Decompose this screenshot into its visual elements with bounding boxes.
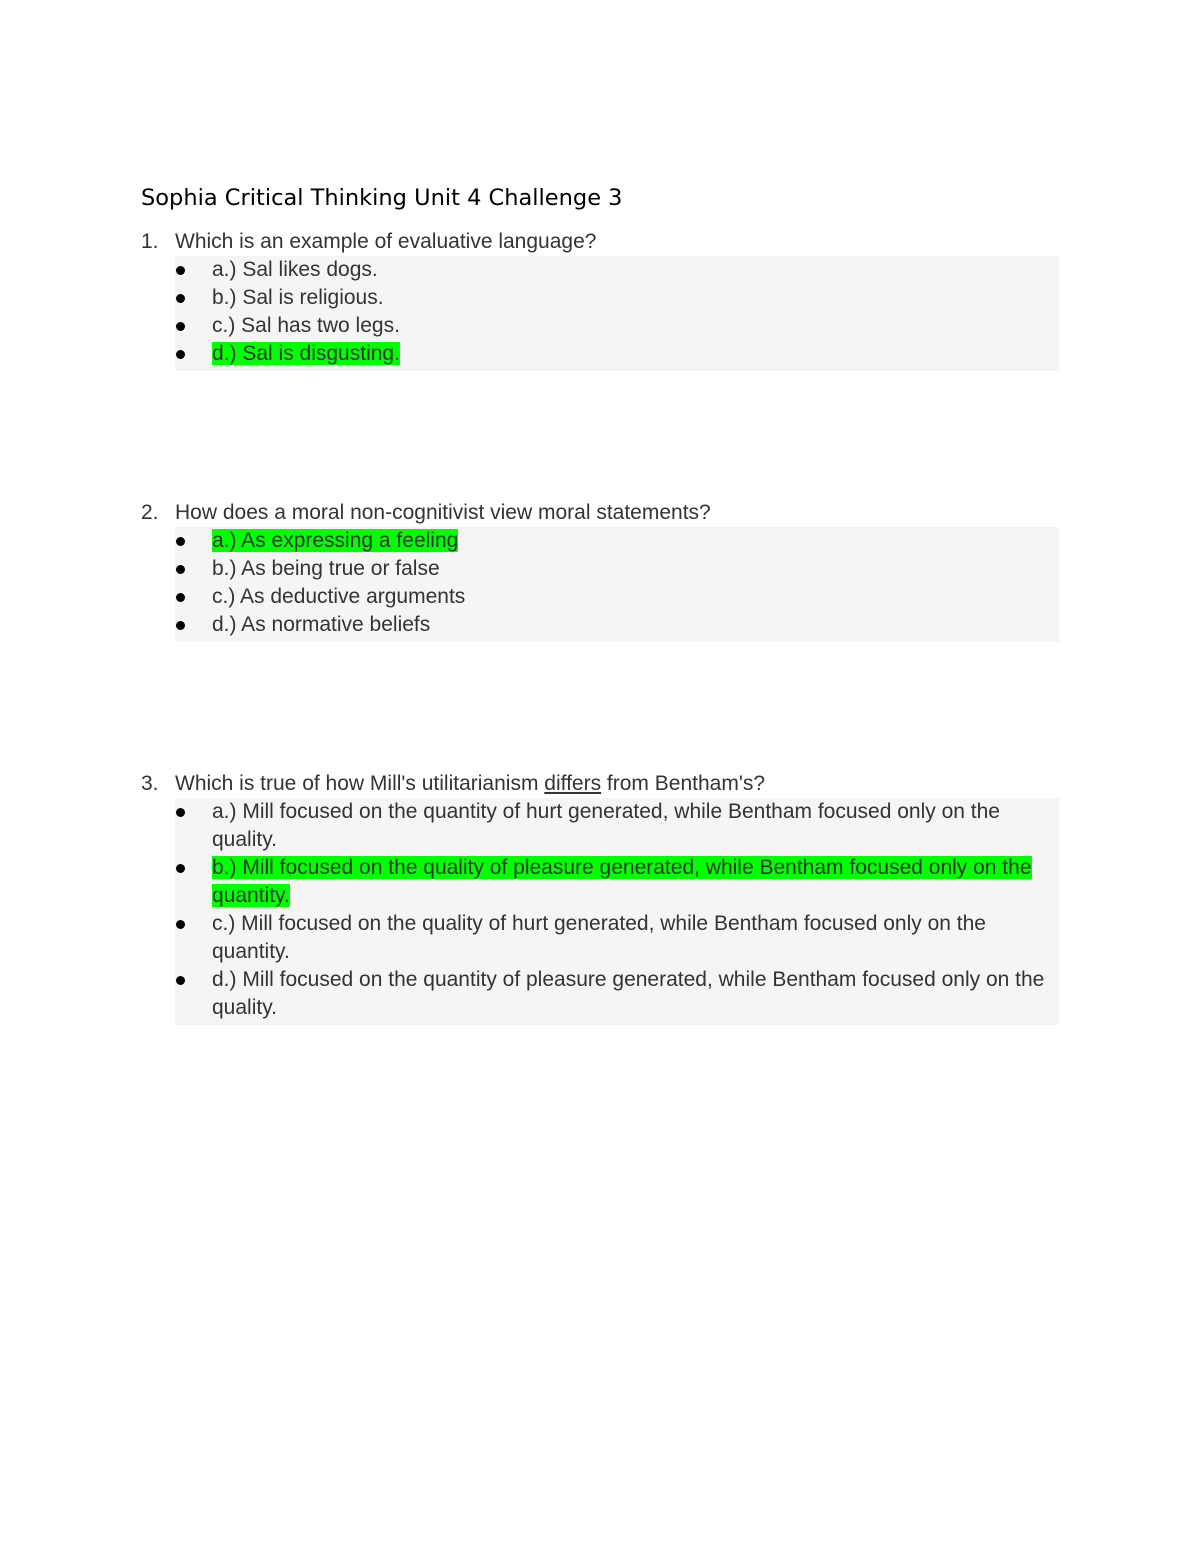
answer-option-text: a.) Mill focused on the quantity of hurt generated, while Bentham focused only on the quality. (212, 800, 1000, 851)
answer-option-d (175, 966, 1059, 1022)
bullet-icon (176, 565, 185, 574)
correct-answer-highlight: d.) Sal is disgusting. (212, 342, 400, 365)
question-number: 1. (141, 230, 159, 253)
bullet-icon (176, 808, 185, 817)
question-1 (141, 228, 1059, 371)
bullet-icon (176, 976, 185, 985)
answer-option-text: c.) As deductive arguments (212, 585, 466, 608)
answer-option-a (175, 256, 1059, 284)
bullet-icon (176, 294, 185, 303)
bullet-icon (176, 266, 185, 275)
underlined-word: differs (544, 772, 602, 795)
answer-option-text: c.) Sal has two legs. (212, 314, 400, 337)
answer-option-a-correct (175, 527, 1059, 555)
answer-option-b (175, 555, 1059, 583)
question-2 (141, 499, 1059, 642)
bullet-icon (176, 537, 185, 546)
bullet-icon (176, 322, 185, 331)
answer-option-text: b.) As being true or false (212, 557, 440, 580)
answer-option-b-correct (175, 854, 1059, 910)
answer-option-text: c.) Mill focused on the quality of hurt generated, while Bentham focused only on the quantity. (212, 912, 986, 963)
question-text-part: Which is an example of evaluative language? (175, 230, 597, 253)
answer-options (175, 527, 1059, 642)
question-prompt (141, 770, 1059, 798)
answer-option-a (175, 798, 1059, 854)
correct-answer-highlight: a.) As expressing a feeling (212, 529, 459, 552)
answer-option-b (175, 284, 1059, 312)
answer-option-d-correct (175, 340, 1059, 368)
answer-option-d (175, 611, 1059, 639)
answer-option-text: d.) As normative beliefs (212, 613, 431, 636)
question-text (175, 228, 596, 256)
page-title: Sophia Critical Thinking Unit 4 Challenge 3 (141, 185, 623, 211)
question-prompt (141, 499, 1059, 527)
question-text-part: How does a moral non-cognitivist view moral statements? (175, 501, 711, 524)
answer-option-c (175, 583, 1059, 611)
bullet-icon (176, 350, 185, 359)
correct-answer-highlight: b.) Mill focused on the quality of pleasure generated, while Bentham focused only on the quantity. (212, 856, 1032, 907)
answer-options (175, 256, 1059, 371)
question-number: 2. (141, 501, 159, 524)
answer-option-text: d.) Mill focused on the quantity of pleasure generated, while Bentham focused only on the quality. (212, 968, 1045, 1019)
answer-options (175, 798, 1059, 1025)
question-text (175, 770, 765, 798)
question-prompt (141, 228, 1059, 256)
question-text (175, 499, 711, 527)
answer-option-c (175, 312, 1059, 340)
answer-option-c (175, 910, 1059, 966)
answer-option-text: a.) Sal likes dogs. (212, 258, 378, 281)
bullet-icon (176, 621, 185, 630)
question-text-part: from Bentham's? (601, 772, 766, 795)
bullet-icon (176, 864, 185, 873)
question-number: 3. (141, 772, 159, 795)
question-3 (141, 770, 1059, 1025)
bullet-icon (176, 920, 185, 929)
bullet-icon (176, 593, 185, 602)
question-text-part: Which is true of how Mill's utilitarianism (175, 772, 545, 795)
answer-option-text: b.) Sal is religious. (212, 286, 384, 309)
